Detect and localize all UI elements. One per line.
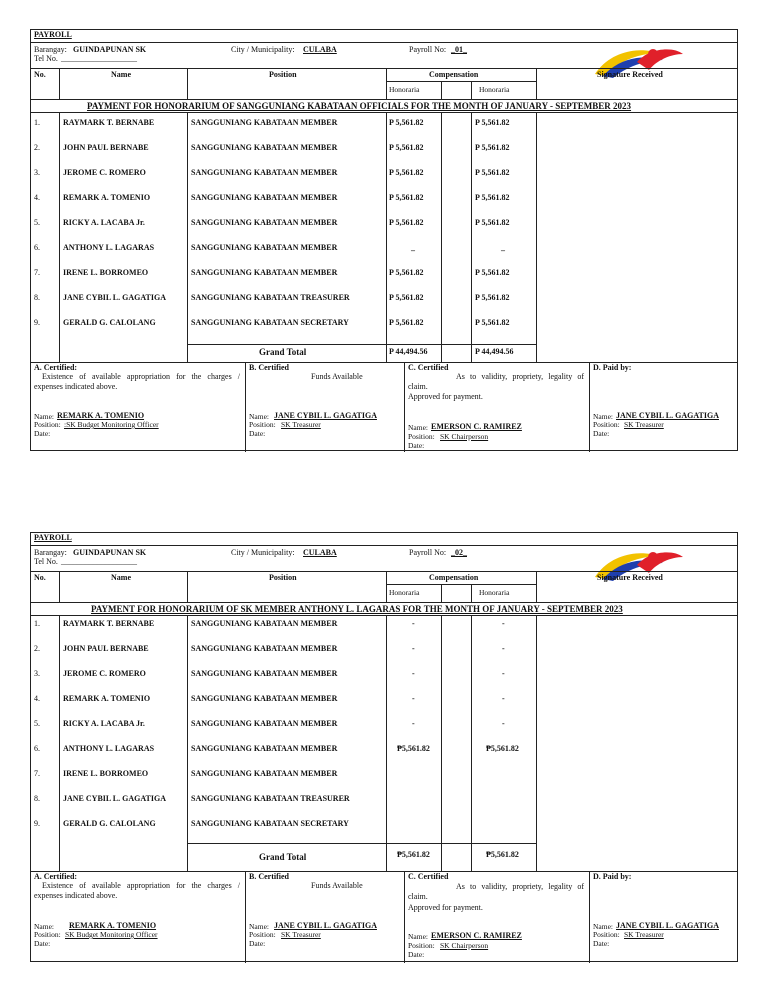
city-value: CULABA [303, 548, 337, 557]
header-honoraria-2: Honoraria [479, 85, 510, 94]
header-honoraria-1: Honoraria [389, 588, 420, 597]
header-compensation: Compensation [429, 70, 479, 79]
city-value: CULABA [303, 45, 337, 54]
payment-banner: PAYMENT FOR HONORARIUM OF SANGGUNIANG KABATAAN OFFICIALS FOR THE MONTH OF JANUARY - SEPTEMBER 2023 [87, 101, 632, 111]
header-name: Name [111, 573, 131, 582]
header-compensation: Compensation [429, 573, 479, 582]
header-signature: Signature Received [597, 573, 663, 582]
barangay-value: GUINDAPUNAN SK [73, 45, 147, 54]
grand-total-label: Grand Total [259, 852, 307, 862]
header-position: Position [269, 70, 297, 79]
barangay-label: Barangay: [34, 45, 67, 54]
tel-label: Tel No. [34, 54, 58, 63]
header-name: Name [111, 70, 131, 79]
payroll-table-body: 1. RAYMARK T. BERNABE SANGGUNIANG KABATAAN MEMBER P 5,561.82 P 5,561.82 2. JOHN PAUL BERNABE SANGGUNIANG KABATAAN MEMBER P 5,561.82 P 5,561.82 3. JEROME C. ROMERO SANGGUNIANG KABATAAN MEMBER P 5,561.82 P 5,561.82 4. REMARK A. TOMENIO SANGGUNIANG KABATAAN MEMBER P 5,561.82 P 5,561.82 5. RICKY A. LACABA Jr. SANGGUNIANG KABATAAN MEMBER P 5,561.82 P 5,561.82 6. ANTHONY L. LAGARAS SANGGUNIANG KABATAAN MEMBER _ _ 7. IRENE L. BORROMEO SANGGUNIANG KABATAAN MEMBER P 5,561.82 P 5,561.82 8. JANE CYBIL L. GAGATIGA SANGGUNIANG KABATAAN TREASURER P 5,561.82 P 5,561.82 9. GERALD G. CALOLANG SANGGUNIANG KABATAAN SECRETARY P 5,561.82 P 5,561.82 Grand Total P 44,494.56 P 44,494.56 [31, 112, 737, 362]
city-label: City / Municipality: [231, 548, 295, 557]
payroll-sheet-1: PAYROLL Barangay: GUINDAPUNAN SK Tel No. ___________________ City / Municipality: CULABA Payroll No: _01_ No. Name Position Compensation Signature Received Honoraria Honoraria PAYMENT FOR HONORARIUM OF SANGGUNIANG KABATAAN OFFICIALS FOR THE MONTH OF JANUARY - SEPTEMBER 2023 1. RAYMARK T. BERNABE SANGGUNIANG KABATAAN MEMBER P 5,561.82 P 5,561.82 2. JOHN PAUL BERNABE SANGGUNIANG KABATAAN MEMBER P 5,561.82 P 5,561.82 3. JEROME C. ROMERO SANGGUNIANG KABATAAN MEMBER P 5,561.82 P 5,561.82 4. REMARK A. TOMENIO SANGGUNIANG KABATAAN MEMBER P 5,561.82 P 5,561.82 5. RICKY A. LACABA Jr. SANGGUNIANG KABATAAN MEMBER P 5,561.82 P 5,561.82 6. ANTHONY L. LAGARAS SANGGUNIANG KABATAAN MEMBER _ _ 7. IRENE L. BORROMEO SANGGUNIANG KABATAAN MEMBER P 5,561.82 P 5,561.82 8. JANE CYBIL L. GAGATIGA SANGGUNIANG KABATAAN TREASURER P 5,561.82 P 5,561.82 9. GERALD G. CALOLANG SANGGUNIANG KABATAAN SECRETARY P 5,561.82 P 5,561.82 Grand Total P 44,494.56 P 44,494.56 A. Certified: Existence of available appropriation for the charges / expenses indicated above. Name: REMARK A. TOMENIO Position: :SK Budget Monitoring Officer Date: B. Certified Funds Available Name: JANE CYBIL L. GAGATIGA Position: SK Treasurer Date: C. Certified As to validity, propriety, legality of claim. Approved for payment. Name: EMERSON C. RAMIREZ Position: SK Chairperson Date: D. Paid by: Name: JANE CYBIL L. GAGATIGA Position: SK Treasurer Date: [30, 29, 738, 451]
grand-total-1: ₱5,561.82 [397, 850, 430, 859]
grand-total-2: P 44,494.56 [475, 347, 514, 356]
header-signature: Signature Received [597, 70, 663, 79]
barangay-label: Barangay: [34, 548, 67, 557]
payroll-no-value: _01_ [451, 45, 467, 54]
payroll-table-body: 1. RAYMARK T. BERNABE SANGGUNIANG KABATAAN MEMBER - - 2. JOHN PAUL BERNABE SANGGUNIANG KABATAAN MEMBER - - 3. JEROME C. ROMERO SANGGUNIANG KABATAAN MEMBER - - 4. REMARK A. TOMENIO SANGGUNIANG KABATAAN MEMBER - - 5. RICKY A. LACABA Jr. SANGGUNIANG KABATAAN MEMBER - - 6. ANTHONY L. LAGARAS SANGGUNIANG KABATAAN MEMBER ₱5,561.82 ₱5,561.82 7. IRENE L. BORROMEO SANGGUNIANG KABATAAN MEMBER 8. JANE CYBIL L. GAGATIGA SANGGUNIANG KABATAAN TREASURER 9. GERALD G. CALOLANG SANGGUNIANG KABATAAN SECRETARY Grand Total ₱5,561.82 ₱5,561.82 [31, 615, 737, 871]
payroll-no-label: Payroll No: [409, 548, 447, 557]
header-position: Position [269, 573, 297, 582]
payroll-title: PAYROLL [34, 30, 72, 39]
header-honoraria-2: Honoraria [479, 588, 510, 597]
payroll-sheet-2: PAYROLL Barangay: GUINDAPUNAN SK Tel No. ___________________ City / Municipality: CULABA Payroll No: _02_ No. Name Position Compensation Signature Received Honoraria Honoraria PAYMENT FOR HONORARIUM OF SK MEMBER ANTHONY L. LAGARAS FOR THE MONTH OF JANUARY - SEPTEMBER 2023 1. RAYMARK T. BERNABE SANGGUNIANG KABATAAN MEMBER - - 2. JOHN PAUL BERNABE SANGGUNIANG KABATAAN MEMBER - - 3. JEROME C. ROMERO SANGGUNIANG KABATAAN MEMBER - - 4. REMARK A. TOMENIO SANGGUNIANG KABATAAN MEMBER - - 5. RICKY A. LACABA Jr. SANGGUNIANG KABATAAN MEMBER - - 6. ANTHONY L. LAGARAS SANGGUNIANG KABATAAN MEMBER ₱5,561.82 ₱5,561.82 7. IRENE L. BORROMEO SANGGUNIANG KABATAAN MEMBER 8. JANE CYBIL L. GAGATIGA SANGGUNIANG KABATAAN TREASURER 9. GERALD G. CALOLANG SANGGUNIANG KABATAAN SECRETARY Grand Total ₱5,561.82 ₱5,561.82 A. Certified: Existence of available appropriation for the charges / expenses indicated above. Name: REMARK A. TOMENIO Position: SK Budget Monitoring Officer Date: B. Certified Funds Available Name: JANE CYBIL L. GAGATIGA Position: SK Treasurer Date: C. Certified As to validity, propriety, legality of claim. Approved for payment. Name: EMERSON C. RAMIREZ Position: SK Chairperson Date: D. Paid by: Name: JANE CYBIL L. GAGATIGA Position: SK Treasurer Date: [30, 532, 738, 962]
payroll-no-label: Payroll No: [409, 45, 447, 54]
header-honoraria-1: Honoraria [389, 85, 420, 94]
header-no: No. [34, 573, 46, 582]
tel-value: ___________________ [61, 54, 137, 63]
payroll-no-value: _02_ [451, 548, 467, 557]
payment-banner: PAYMENT FOR HONORARIUM OF SK MEMBER ANTHONY L. LAGARAS FOR THE MONTH OF JANUARY - SEPTEMBER 2023 [91, 604, 623, 614]
grand-total-1: P 44,494.56 [389, 347, 428, 356]
grand-total-label: Grand Total [259, 347, 307, 357]
barangay-value: GUINDAPUNAN SK [73, 548, 147, 557]
tel-label: Tel No. [34, 557, 58, 566]
header-no: No. [34, 70, 46, 79]
city-label: City / Municipality: [231, 45, 295, 54]
tel-value: ___________________ [61, 557, 137, 566]
grand-total-2: ₱5,561.82 [486, 850, 519, 859]
payroll-title: PAYROLL [34, 533, 72, 542]
